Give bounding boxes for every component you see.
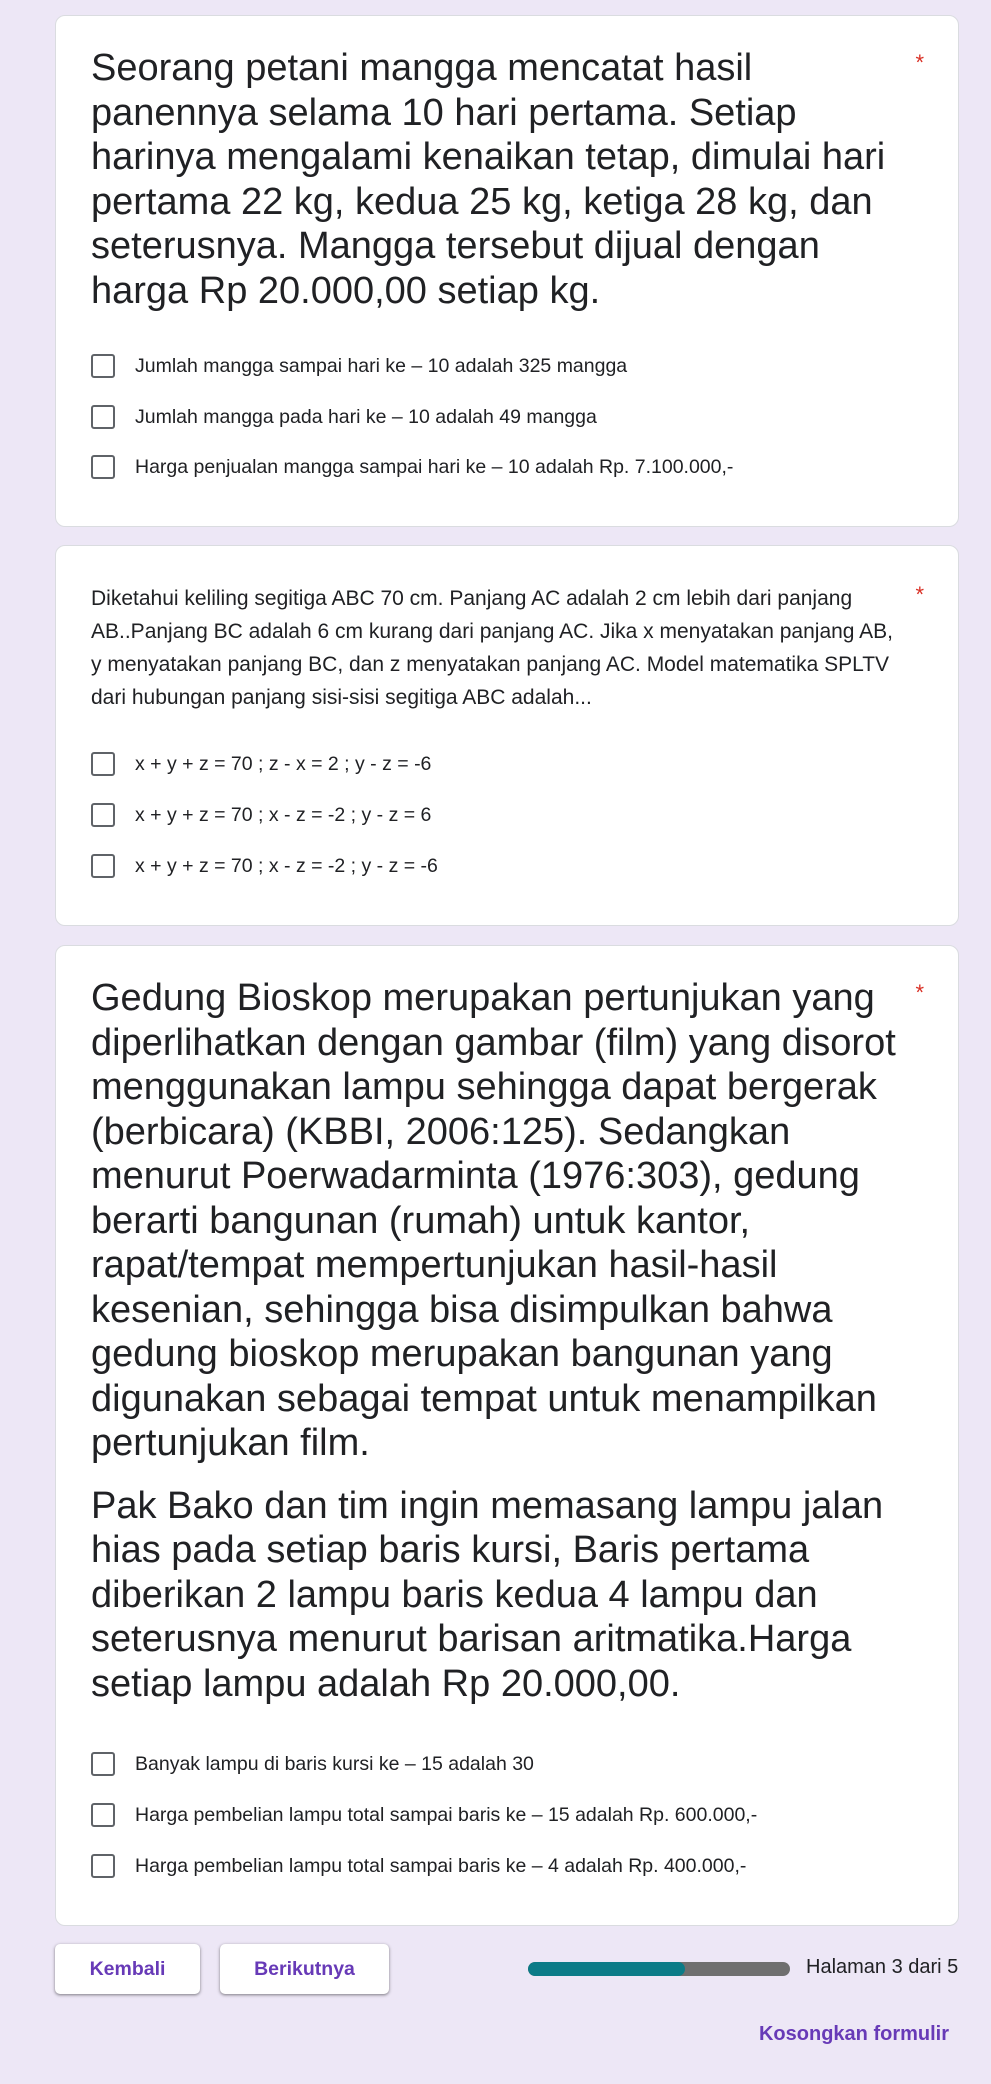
question-text: Gedung Bioskop merupakan pertunjukan yang diperlihatkan dengan gambar (film) yang disorot menggunakan lampu sehingga dapat bergerak (berbicara) (KBBI, 2006:125). Sedangkan menurut Poerwadarminta (1976:303), gedung berarti bangunan (rumah) untuk kantor, rapat/tempat mempertunjukan hasil-hasil kesenian, sehingga bisa disimpulkan bahwa gedung bioskop merupakan bangunan yang digunakan sebagai tempat untuk menampilkan pertunjukan film. bbox=[91, 977, 896, 1464]
checkbox[interactable] bbox=[91, 1752, 115, 1776]
required-asterisk: * bbox=[915, 50, 924, 75]
required-asterisk: * bbox=[915, 980, 924, 1005]
option-label: Banyak lampu di baris kursi ke – 15 adalah 30 bbox=[135, 1752, 534, 1775]
option-checkbox-row[interactable] bbox=[91, 851, 438, 881]
option-checkbox-row[interactable] bbox=[91, 452, 733, 482]
option-label: x + y + z = 70 ; x - z = -2 ; y - z = 6 bbox=[135, 803, 432, 826]
question-card-3 bbox=[55, 945, 959, 1926]
option-label: Harga pembelian lampu total sampai baris ke – 4 adalah Rp. 400.000,- bbox=[135, 1854, 747, 1877]
question-text-secondary: Pak Bako dan tim ingin memasang lampu jalan hias pada setiap baris kursi, Baris pertama diberikan 2 lampu baris kedua 4 lampu dan seterusnya menurut barisan aritmatika.Harga setiap lampu adalah Rp 20.000,00. bbox=[91, 1484, 884, 1705]
option-label: Jumlah mangga sampai hari ke – 10 adalah 325 mangga bbox=[135, 354, 628, 377]
option-checkbox-row[interactable] bbox=[91, 1749, 534, 1779]
question-card-1 bbox=[55, 15, 959, 527]
required-asterisk: * bbox=[915, 582, 924, 607]
checkbox[interactable] bbox=[91, 854, 115, 878]
question-card-2 bbox=[55, 545, 959, 926]
option-checkbox-row[interactable] bbox=[91, 1851, 746, 1881]
progress-bar-fill bbox=[528, 1962, 685, 1976]
checkbox[interactable] bbox=[91, 455, 115, 479]
option-checkbox-row[interactable] bbox=[91, 800, 431, 830]
question-text-block bbox=[91, 976, 898, 1706]
option-label: x + y + z = 70 ; z - x = 2 ; y - z = -6 bbox=[135, 752, 432, 775]
checkbox[interactable] bbox=[91, 1854, 115, 1878]
checkbox[interactable] bbox=[91, 1803, 115, 1827]
checkbox[interactable] bbox=[91, 803, 115, 827]
option-label: Harga pembelian lampu total sampai baris ke – 15 adalah Rp. 600.000,- bbox=[135, 1803, 758, 1826]
option-checkbox-row[interactable] bbox=[91, 749, 431, 779]
option-label: Harga penjualan mangga sampai hari ke – 10 adalah Rp. 7.100.000,- bbox=[135, 455, 734, 478]
back-button[interactable]: Kembali bbox=[55, 1944, 200, 1994]
question-text: Diketahui keliling segitiga ABC 70 cm. Panjang AC adalah 2 cm lebih dari panjang AB..Panjang BC adalah 6 cm kurang dari panjang AC. Jika x menyatakan panjang AB, y menyatakan panjang BC, dan z menyatakan panjang AC. Model matematika SPLTV dari hubungan panjang sisi-sisi segitiga ABC adalah... bbox=[91, 587, 893, 709]
page-indicator: Halaman 3 dari 5 bbox=[806, 1956, 959, 1978]
checkbox[interactable] bbox=[91, 752, 115, 776]
option-checkbox-row[interactable] bbox=[91, 402, 597, 432]
question-text: Seorang petani mangga mencatat hasil panennya selama 10 hari pertama. Setiap harinya mengalami kenaikan tetap, dimulai hari pertama 22 kg, kedua 25 kg, ketiga 28 kg, dan seterusnya. Mangga tersebut dijual dengan harga Rp 20.000,00 setiap kg. bbox=[91, 47, 886, 312]
option-label: Jumlah mangga pada hari ke – 10 adalah 49 mangga bbox=[135, 405, 597, 428]
next-button[interactable]: Berikutnya bbox=[220, 1944, 389, 1994]
option-checkbox-row[interactable] bbox=[91, 1800, 757, 1830]
option-label: x + y + z = 70 ; x - z = -2 ; y - z = -6 bbox=[135, 854, 438, 877]
checkbox[interactable] bbox=[91, 405, 115, 429]
progress-bar bbox=[528, 1962, 790, 1976]
clear-form-link[interactable]: Kosongkan formulir bbox=[758, 2023, 949, 2045]
checkbox[interactable] bbox=[91, 354, 115, 378]
option-checkbox-row[interactable] bbox=[91, 351, 627, 381]
